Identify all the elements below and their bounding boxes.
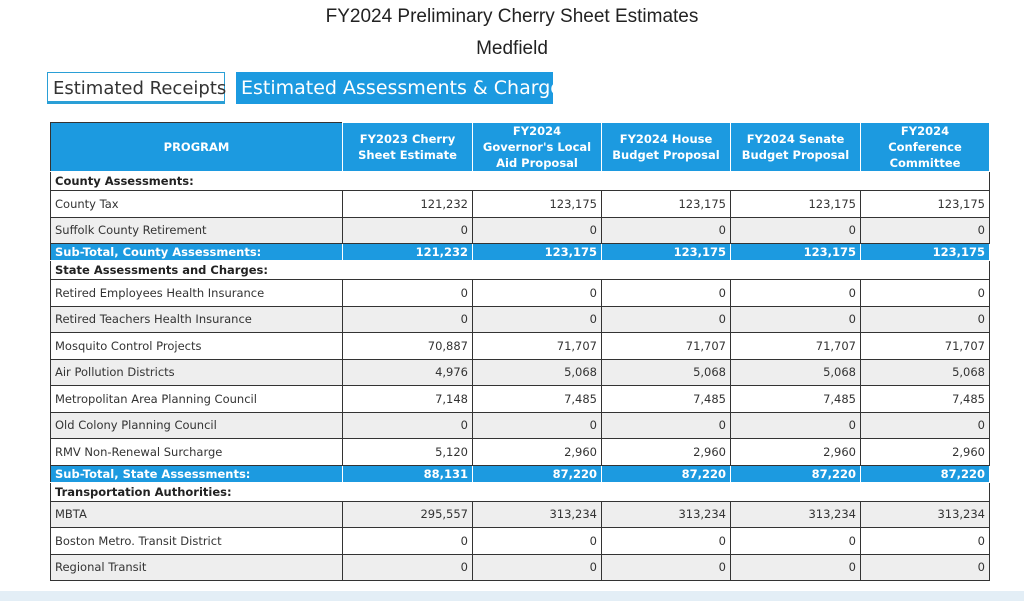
header-program: PROGRAM: [51, 123, 343, 172]
table-row: [51, 501, 990, 528]
value-cell: 0: [343, 554, 473, 581]
value-cell: 4,976: [343, 359, 473, 386]
value-cell: 0: [861, 280, 990, 307]
value-cell: 0: [473, 528, 602, 555]
value-cell: 71,707: [861, 333, 990, 360]
value-cell: 2,960: [602, 439, 731, 466]
value-cell: 123,175: [861, 191, 990, 218]
tab-estimated-assessments[interactable]: Estimated Assessments & Charges: [236, 72, 553, 104]
value-cell: 7,485: [731, 386, 861, 413]
value-cell: 313,234: [731, 501, 861, 528]
value-cell: 7,485: [473, 386, 602, 413]
program-cell: Retired Employees Health Insurance: [51, 280, 343, 307]
header-senate-proposal: FY2024 Senate Budget Proposal: [731, 123, 861, 172]
table-row: [51, 280, 990, 307]
header-conference-committee: FY2024 Conference Committee: [861, 123, 990, 172]
value-cell: 7,485: [602, 386, 731, 413]
program-cell: Air Pollution Districts: [51, 359, 343, 386]
tab-estimated-receipts[interactable]: Estimated Receipts: [47, 72, 225, 104]
value-cell: 123,175: [731, 244, 861, 261]
section-row: [51, 172, 990, 191]
value-cell: 0: [473, 306, 602, 333]
value-cell: 0: [861, 217, 990, 244]
value-cell: 0: [731, 217, 861, 244]
value-cell: 71,707: [731, 333, 861, 360]
section-row: [51, 261, 990, 280]
value-cell: 0: [343, 280, 473, 307]
value-cell: 0: [861, 412, 990, 439]
value-cell: 5,068: [861, 359, 990, 386]
table-header-row: [51, 123, 990, 172]
value-cell: 0: [602, 412, 731, 439]
section-row: [51, 482, 990, 501]
table-row: [51, 528, 990, 555]
value-cell: 0: [473, 280, 602, 307]
page-title: FY2024 Preliminary Cherry Sheet Estimates: [325, 6, 699, 27]
value-cell: 0: [731, 528, 861, 555]
value-cell: 87,220: [861, 465, 990, 482]
value-cell: 0: [602, 306, 731, 333]
table-row: [51, 333, 990, 360]
value-cell: 123,175: [473, 191, 602, 218]
table-row: [51, 412, 990, 439]
value-cell: 0: [602, 217, 731, 244]
value-cell: 0: [473, 554, 602, 581]
value-cell: 313,234: [473, 501, 602, 528]
program-cell: Metropolitan Area Planning Council: [51, 386, 343, 413]
value-cell: 87,220: [602, 465, 731, 482]
program-cell: Retired Teachers Health Insurance: [51, 306, 343, 333]
assessments-table: [50, 122, 990, 581]
program-cell: County Tax: [51, 191, 343, 218]
value-cell: 0: [731, 554, 861, 581]
table-row: [51, 439, 990, 466]
value-cell: 5,068: [473, 359, 602, 386]
program-cell: Suffolk County Retirement: [51, 217, 343, 244]
program-cell: Regional Transit: [51, 554, 343, 581]
value-cell: 121,232: [343, 244, 473, 261]
value-cell: 295,557: [343, 501, 473, 528]
value-cell: 2,960: [473, 439, 602, 466]
program-cell: Old Colony Planning Council: [51, 412, 343, 439]
value-cell: 2,960: [861, 439, 990, 466]
value-cell: 7,485: [861, 386, 990, 413]
program-cell: Boston Metro. Transit District: [51, 528, 343, 555]
section-label: Transportation Authorities:: [51, 482, 990, 501]
value-cell: 70,887: [343, 333, 473, 360]
value-cell: 87,220: [473, 465, 602, 482]
value-cell: 313,234: [861, 501, 990, 528]
value-cell: 123,175: [602, 244, 731, 261]
program-cell: Sub-Total, State Assessments:: [51, 465, 343, 482]
value-cell: 87,220: [731, 465, 861, 482]
value-cell: 0: [731, 280, 861, 307]
value-cell: 5,068: [731, 359, 861, 386]
horizontal-scrollbar[interactable]: [0, 591, 1024, 601]
value-cell: 0: [473, 217, 602, 244]
value-cell: 0: [602, 528, 731, 555]
value-cell: 71,707: [602, 333, 731, 360]
section-label: State Assessments and Charges:: [51, 261, 990, 280]
value-cell: 0: [861, 306, 990, 333]
value-cell: 5,068: [602, 359, 731, 386]
program-cell: Mosquito Control Projects: [51, 333, 343, 360]
header-fy2023-estimate: FY2023 Cherry Sheet Estimate: [343, 123, 473, 172]
program-cell: Sub-Total, County Assessments:: [51, 244, 343, 261]
value-cell: 88,131: [343, 465, 473, 482]
program-cell: RMV Non-Renewal Surcharge: [51, 439, 343, 466]
value-cell: 123,175: [861, 244, 990, 261]
table-row: [51, 217, 990, 244]
value-cell: 0: [731, 412, 861, 439]
value-cell: 0: [602, 554, 731, 581]
value-cell: 0: [602, 280, 731, 307]
table-row: [51, 386, 990, 413]
value-cell: 0: [343, 217, 473, 244]
value-cell: 0: [343, 412, 473, 439]
subtotal-row: [51, 244, 990, 261]
value-cell: 5,120: [343, 439, 473, 466]
value-cell: 313,234: [602, 501, 731, 528]
header-governor-proposal: FY2024 Governor's Local Aid Proposal: [473, 123, 602, 172]
value-cell: 0: [861, 554, 990, 581]
table-row: [51, 554, 990, 581]
value-cell: 123,175: [473, 244, 602, 261]
table-row: [51, 191, 990, 218]
value-cell: 0: [473, 412, 602, 439]
value-cell: 2,960: [731, 439, 861, 466]
value-cell: 0: [343, 306, 473, 333]
value-cell: 0: [731, 306, 861, 333]
value-cell: 7,148: [343, 386, 473, 413]
value-cell: 121,232: [343, 191, 473, 218]
value-cell: 0: [861, 528, 990, 555]
value-cell: 123,175: [731, 191, 861, 218]
page-subtitle: Medfield: [476, 38, 548, 59]
table-row: [51, 359, 990, 386]
subtotal-row: [51, 465, 990, 482]
header-house-proposal: FY2024 House Budget Proposal: [602, 123, 731, 172]
section-label: County Assessments:: [51, 172, 990, 191]
value-cell: 123,175: [602, 191, 731, 218]
value-cell: 71,707: [473, 333, 602, 360]
program-cell: MBTA: [51, 501, 343, 528]
table-row: [51, 306, 990, 333]
value-cell: 0: [343, 528, 473, 555]
